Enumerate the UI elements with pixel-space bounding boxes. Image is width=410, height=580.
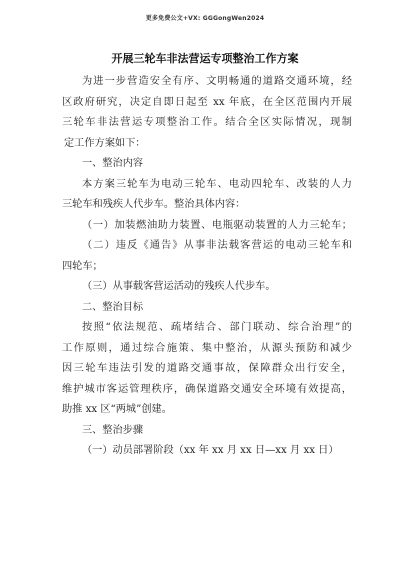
list-item: （一）动员部署阶段（xx 年 xx 月 xx 日—xx 月 xx 日） <box>82 445 339 456</box>
body-line: 三轮车非法营运专项整治工作。结合全区实际情况，现制 <box>62 117 352 128</box>
body-line: 工作原则，通过综合施策、集中整治，从源头预防和减少 <box>62 342 352 354</box>
section-heading: 三、整治步骤 <box>82 424 144 436</box>
list-item: （二）违反《通告》从事非法载客营运的电动三轮车和 <box>82 240 352 251</box>
section-heading: 一、整治内容 <box>82 158 144 169</box>
body-line: 定工作方案如下： <box>64 137 146 149</box>
body-line: 助推 xx 区“两城”创建。 <box>62 404 172 415</box>
body-line: 为进一步营造安全有序、文明畅通的道路交通环境，经 <box>82 76 352 87</box>
body-line: 按照“依法规范、疏堵结合、部门联动、综合治理”的 <box>82 322 352 333</box>
list-item: （三）从事载客营运活动的残疾人代步车。 <box>82 281 276 292</box>
body-line: 本方案三轮车为电动三轮车、电动四轮车、改装的人力 <box>82 178 352 190</box>
body-line: 维护城市客运管理秩序，确保道路交通安全环境有效提高， <box>62 383 352 395</box>
document-body <box>62 72 352 462</box>
header-note: 更多免费公文+VX: GGGongWen2024 <box>145 15 265 22</box>
list-item: （一）加装燃油助力装置、电瓶驱动装置的人力三轮车； <box>82 219 352 231</box>
document-title: 开展三轮车非法营运专项整治工作方案 <box>111 52 299 65</box>
body-line: 四轮车； <box>62 260 103 272</box>
body-line: 因三轮车违法引发的道路交通事故，保障群众出行安全， <box>62 363 352 374</box>
body-line: 三轮车和残疾人代步车。整治具体内容： <box>62 199 246 210</box>
section-heading: 二、整治目标 <box>82 301 144 313</box>
body-line: 区政府研究，决定自即日起至 xx 年底，在全区范围内开展 <box>62 96 352 108</box>
